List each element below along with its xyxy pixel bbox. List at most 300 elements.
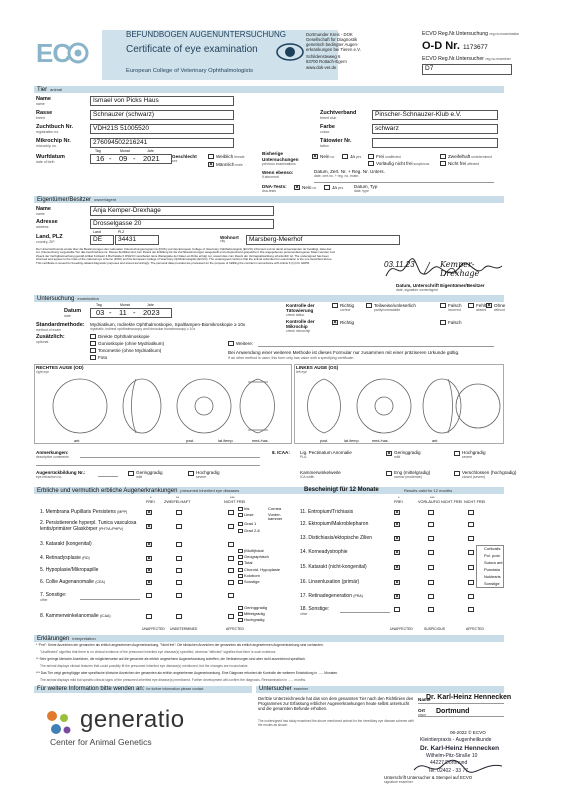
dok-line: Gesellschaft für Diagnostik bbox=[306, 37, 358, 43]
col-head-star1: * bbox=[150, 495, 152, 500]
explanation-1-en: "Unaffected" signifies that there is no clinical evidence of the presumed inherited eye disease(s) specified, whereas "affected" signifies that there is such evidence. bbox=[40, 650, 277, 654]
disease-16-prov[interactable] bbox=[428, 580, 434, 585]
cataract-opt-2: Pol. post. bbox=[484, 553, 501, 558]
suboption-checkbox[interactable] bbox=[238, 606, 243, 610]
eye-label-post-left: post. bbox=[320, 439, 329, 443]
angle-narrow-checkbox[interactable] bbox=[386, 471, 392, 476]
disease-11-notfree[interactable] bbox=[468, 510, 474, 515]
other-method-checkbox[interactable] bbox=[228, 341, 234, 346]
suboption-checkbox[interactable] bbox=[238, 618, 243, 622]
col-head-doubt: ZWEIFELHAFT bbox=[164, 500, 191, 504]
exam-date-head-year: Jahr bbox=[147, 303, 154, 307]
icaa-label: 8. ICAA: bbox=[272, 450, 290, 455]
plz-head: PLZ bbox=[118, 230, 125, 234]
disease-6-free[interactable]: × bbox=[147, 580, 151, 586]
col-head-notfree: NICHT FREI bbox=[224, 500, 246, 504]
prev-affected-checkbox[interactable] bbox=[440, 161, 446, 166]
prev-free-checkbox[interactable] bbox=[368, 154, 374, 159]
examiner-declaration-en: The undersigned has today examined the above mentioned animal for the hereditary eye disease scheme with the results as shown. bbox=[258, 719, 414, 727]
chip-check-label: Kontrolle der Mikrochip check microchip bbox=[286, 319, 315, 333]
disease-1-doubt[interactable] bbox=[176, 510, 182, 515]
club-label: Zuchtverband breed club bbox=[320, 110, 357, 121]
disease-row-13: 13. Distichiasis/ektopische Zilien bbox=[300, 535, 372, 541]
cataract-option-frame bbox=[476, 545, 504, 588]
disease-2-free[interactable]: × bbox=[147, 524, 151, 530]
disease-17-prov[interactable] bbox=[428, 594, 434, 599]
extra-label: Zusätzlich: optional bbox=[36, 334, 65, 345]
dna-label: DNA-Tests: bbox=[262, 184, 287, 189]
col-head-right-free: FREI bbox=[394, 500, 403, 504]
suboption-checkbox[interactable] bbox=[238, 561, 243, 565]
icaa-opt-1: Geringgradig bbox=[244, 605, 268, 610]
prev-doubtful-label: Zweifelhaftundetermined bbox=[448, 154, 492, 159]
retraction-mild-checkbox[interactable] bbox=[128, 471, 134, 476]
right-eye-diagram[interactable] bbox=[34, 364, 292, 444]
male-checkbox[interactable]: × bbox=[209, 162, 213, 168]
suboption-checkbox[interactable] bbox=[238, 555, 243, 559]
disease-18-notfree[interactable] bbox=[468, 607, 474, 612]
disease-14-free[interactable]: × bbox=[395, 550, 399, 556]
prev-yes-checkbox[interactable] bbox=[342, 154, 348, 159]
dok-info bbox=[306, 32, 361, 70]
name-label: Name name bbox=[36, 96, 51, 107]
header bbox=[34, 30, 520, 84]
prev-notfree-checkbox[interactable] bbox=[368, 161, 374, 166]
disease-row-15: 15. Katarakt (nicht-kongenital) bbox=[300, 564, 367, 570]
disease-8-doubt[interactable] bbox=[176, 614, 182, 619]
lab-logo-text: generatio bbox=[80, 706, 185, 733]
disease-5-doubt[interactable] bbox=[176, 568, 182, 573]
disease-18-prov[interactable] bbox=[428, 607, 434, 612]
left-eye-label: LINKES AUGE (OS) left eye bbox=[296, 365, 339, 374]
tattoo-field[interactable] bbox=[372, 138, 498, 148]
exam-date-head-month: Monat bbox=[120, 303, 130, 307]
col-head-right-notfree: NICHT FREI bbox=[464, 500, 486, 504]
owner-address-field[interactable]: Drosselgasse 20 bbox=[90, 219, 274, 229]
disease-row-3: 3. Katarakt (kongenital) bbox=[40, 541, 92, 547]
hyp-opt-3: Sonstige bbox=[244, 579, 260, 584]
footer-right-susp: SUSPICIOUS bbox=[424, 627, 445, 631]
owner-city-field[interactable]: Marsberg-Meerhof bbox=[246, 235, 400, 245]
disease-row-2: 2. Persistierende hyperpl. Tunica vasculosa lentis/primärer Glaskörper (PHTVL/PHPV) bbox=[40, 520, 137, 532]
cataract-opt-3: Sutura ant. bbox=[484, 560, 504, 565]
footer-right-free: UNAFFECTED bbox=[390, 627, 413, 631]
disease-11-prov[interactable] bbox=[428, 510, 434, 515]
chip-label: Mikrochip Nr. microchip no. bbox=[36, 138, 71, 149]
disease-row-8: 8. Kammerwinkelanomalie (ICAA) bbox=[40, 613, 111, 619]
footer-left-aff: AFFECTED bbox=[226, 627, 244, 631]
right-eye-label: RECHTES AUGE (OD) right eye bbox=[36, 365, 84, 374]
explanation-3: *** Das Tier zeigt geringfügige aber spezifische klinische Anzeichen der genannten als erblich angesehenen Augenerkrankung. Eine Diagnose erfordert die Kontrolle der weiteren Entwicklung in ...... Monaten. bbox=[36, 671, 339, 675]
dna-no-checkbox[interactable]: × bbox=[295, 185, 299, 191]
disease-4-free[interactable]: × bbox=[147, 556, 151, 562]
disease-18-free[interactable] bbox=[394, 607, 400, 612]
disease-row-6: 6. Collie Augenanomalie (CEA) bbox=[40, 579, 105, 585]
disease-13-notfree[interactable] bbox=[468, 536, 474, 541]
contact-band: Für weitere Information bitte wenden an: for further information please contact bbox=[34, 686, 252, 693]
tattoo-wrong-label: Falsch incorrect bbox=[448, 303, 462, 312]
prev-affected-label: Nicht freiaffected bbox=[448, 161, 480, 166]
chip-correct-label: Richtig bbox=[340, 320, 355, 325]
examiner-reg-label: ECVO Reg.Nr.Untersucher reg.no.examiner bbox=[422, 56, 511, 62]
breed-field[interactable]: Schnauzer (schwarz) bbox=[90, 110, 234, 120]
explanation-2: ** Sehr geringe klinische Anzeichen, die möglicherweise auf die genannte als erblich angesehene Augenerkrankung zutreffen, die Veränderungen sind aber nicht ausreichend spezifisch. bbox=[36, 657, 306, 661]
icaa-opt-2: Mittelgradig bbox=[244, 611, 265, 616]
disease-5-free[interactable]: × bbox=[147, 568, 151, 574]
stamp-line: 44227 Dortmund bbox=[430, 760, 468, 766]
rd-opt-3: Total bbox=[244, 560, 253, 565]
dok-line: erkrankungen bei Tieren e.V. bbox=[306, 47, 361, 53]
dna-type-label: Datum, Typ bbox=[354, 184, 378, 189]
pla-severe-label: Hochgradig severe bbox=[462, 450, 486, 459]
cataract-opt-5: Nuklearis bbox=[484, 574, 501, 579]
suboption-checkbox[interactable] bbox=[238, 529, 243, 533]
stamp-line: Kleintierpraxis - Augenheilkunde bbox=[420, 737, 492, 743]
owner-city-label: Wohnort bbox=[220, 235, 239, 240]
tattoo-without-label: Ohne without bbox=[494, 303, 506, 312]
disease-17-free[interactable]: × bbox=[395, 594, 399, 600]
tattoo-label: Tätowier Nr. tattoo bbox=[320, 138, 352, 149]
cataract-opt-1: Corticalis bbox=[484, 546, 501, 551]
prev-no-label: Neinno bbox=[320, 154, 335, 159]
dok-line: genetisch bedingter Augen- bbox=[306, 42, 359, 48]
disease-8-free[interactable] bbox=[146, 614, 152, 619]
owner-name-field[interactable]: Anja Kemper-Drexhage bbox=[90, 206, 274, 216]
suboption-checkbox[interactable] bbox=[238, 568, 243, 572]
owner-band: Eigentümer/Besitzer owner/agent bbox=[34, 196, 504, 203]
examiner-name-line bbox=[418, 703, 504, 704]
diseases-band: Erbliche und vermutlich erbliche Augenerkrankungen presumed inherited eye diseases Bescheinigt für 12 Monate Results valid for 12 months bbox=[34, 487, 504, 494]
gonioscopy-checkbox[interactable] bbox=[90, 341, 96, 346]
sex-label: Geschlecht bbox=[172, 154, 197, 159]
pla-mild-label: Geringgradig mild bbox=[394, 450, 421, 459]
other-disease-line bbox=[80, 599, 140, 600]
examiner-sign-sub: signature examiner bbox=[384, 780, 413, 784]
logo-text bbox=[34, 68, 37, 69]
method-note: Bei Anwendung einer weiteren Methode ist dieses Formular nur zusammen mit einer präziseren Urkunde gültig. bbox=[228, 350, 460, 355]
explanations-band: Erklärungen interpretation bbox=[34, 635, 504, 642]
owner-name-label: Name name bbox=[36, 206, 51, 217]
col-head-star3: *** bbox=[230, 495, 235, 500]
disease-7-doubt[interactable] bbox=[176, 593, 182, 598]
footer-left-free: UNAFFECTED bbox=[142, 627, 165, 631]
mpp-opt-linse: Linse bbox=[244, 512, 254, 517]
mpp-opt-vk: Vorder-kammer bbox=[268, 512, 283, 522]
disease-2-doubt[interactable] bbox=[176, 524, 182, 529]
owner-sign-sub: date, signature owner/agent bbox=[396, 288, 439, 292]
disease-4-notfree[interactable] bbox=[228, 556, 234, 561]
college-name: European College of Veterinary Ophthalmologists bbox=[126, 68, 253, 74]
disease-row-17: 17. Retinadegeneration (PRA) bbox=[300, 593, 363, 599]
cataract-opt-6: Sonstige bbox=[484, 581, 500, 586]
remarks-line bbox=[36, 465, 260, 466]
exam-date-head-day: Tag bbox=[96, 303, 102, 307]
disease-row-12: 12. Ektropium/Makroblepharon bbox=[300, 521, 369, 527]
prev-free-label: Freiunaffected bbox=[376, 154, 401, 159]
tattoo-absent-label: Fehlt absent bbox=[476, 303, 487, 312]
disease-14-prov[interactable] bbox=[428, 550, 434, 555]
dok-logo bbox=[276, 38, 304, 66]
tattoo-without-checkbox[interactable]: × bbox=[487, 303, 491, 309]
form-version: 06-2022 © ECVO bbox=[450, 730, 486, 735]
method-note-sub: If an other method is used, this form only has value with a specifying certificate. bbox=[228, 356, 355, 360]
previous-exams-label: Bisherige Untersuchungen previous examinations bbox=[262, 151, 299, 166]
dob-head-year: Jahr bbox=[147, 149, 154, 153]
disease-1-free[interactable]: × bbox=[147, 510, 151, 516]
retraction-severe-checkbox[interactable] bbox=[188, 471, 194, 476]
generatio-logo bbox=[44, 704, 244, 750]
animal-name-field[interactable]: Ismael von Picks Haus bbox=[90, 96, 234, 106]
disease-15-prov[interactable] bbox=[428, 565, 434, 570]
left-eye-diagram[interactable] bbox=[294, 364, 504, 444]
club-field[interactable]: Pinscher-Schnauzer-Klub e.V. bbox=[372, 110, 498, 120]
footer-right-aff: AFFECTED bbox=[466, 627, 484, 631]
signature-date: 03.11.23 bbox=[384, 260, 415, 269]
tattoo-correct-label: Richtig correct bbox=[340, 303, 355, 312]
tattoo-correct-checkbox[interactable] bbox=[332, 303, 338, 308]
disease-12-prov[interactable] bbox=[428, 522, 434, 527]
exam-date-field[interactable]: 03 - 11 - 2023 bbox=[90, 308, 172, 318]
stamp-line: Tel. 02402 - 33 77 bbox=[428, 768, 469, 774]
disease-row-11: 11. Entropium/Trichiasis bbox=[300, 509, 354, 515]
pla-severe-checkbox[interactable] bbox=[454, 451, 460, 456]
eye-label-lat-left: lat./temp. bbox=[344, 439, 360, 443]
disease-8-notfree[interactable] bbox=[228, 614, 234, 619]
suboption-checkbox[interactable] bbox=[238, 612, 243, 616]
method-text-sub: mydriatic, indirect ophthalmoscopy and binocular biomicroscopy ≥ 10x bbox=[90, 327, 196, 331]
place-value: Dortmund bbox=[436, 708, 470, 715]
tattoo-absent-checkbox[interactable] bbox=[468, 303, 474, 308]
examiner-band: Untersucher examiner bbox=[256, 686, 504, 693]
examiner-reg-field[interactable]: D7 bbox=[422, 64, 512, 75]
dok-line: Dortmunder Kreis - DOK bbox=[306, 32, 353, 37]
owner-country-field[interactable]: DE bbox=[90, 235, 114, 245]
chip-field[interactable]: 276094502216241 bbox=[90, 138, 234, 148]
prev-doubtful-checkbox[interactable] bbox=[440, 154, 446, 159]
dna-no-label: Neinno bbox=[302, 185, 317, 190]
title-de: BEFUNDBOGEN AUGENUNTERSUCHUNG bbox=[126, 30, 287, 39]
sex-sub: sex bbox=[172, 159, 178, 163]
suboption-checkbox[interactable] bbox=[238, 507, 243, 511]
icaa-opt-3: Hochgradig bbox=[244, 617, 265, 622]
male-label: Männlichmale bbox=[216, 162, 243, 167]
mpp-opt-cornea: Cornea bbox=[268, 506, 282, 511]
cataract-opt-4: Punctata bbox=[484, 567, 500, 572]
extra-item: Foto bbox=[98, 355, 108, 360]
reg-number: O-D Nr. 1173677 bbox=[422, 40, 488, 52]
ifyes-fields-sub: date, cert.no. + reg. no. exam. bbox=[314, 174, 360, 178]
col-head-free: FREI bbox=[146, 500, 155, 504]
owner-signature bbox=[384, 254, 504, 282]
tattoo-partial-label: Teilweise/unleserlich partly/unreadable bbox=[374, 303, 416, 312]
disease-15-free[interactable]: × bbox=[395, 565, 399, 571]
owner-address-label: Adresse address bbox=[36, 219, 58, 230]
disease-17-notfree[interactable] bbox=[468, 594, 474, 599]
title-en: Certificate of eye examination bbox=[126, 44, 258, 55]
examiner-declaration: Der/Die Unterzeichnende hat das von dem genannten Tier nach den Richtlinien des Programmes zur Erfassung erblicher Augenerkrankungen heute selbst untersucht und die genannten Befunde erhoben. bbox=[258, 696, 414, 711]
colour-label: Farbe colour bbox=[320, 124, 335, 135]
explanation-1: * "Frei": Keine Anzeichen der genannten als erblich angesehenen Augenerkrankung. "Nicht frei": Die klinischen Anzeichen der genannten als erblich angesehenen Augenerkrankung sind vorhanden. bbox=[36, 643, 324, 647]
retraction-severe-label: Hochgradig severe bbox=[196, 470, 220, 479]
disease-12-notfree[interactable] bbox=[468, 522, 474, 527]
land-head: Land bbox=[93, 230, 101, 234]
ecvo-logo bbox=[34, 32, 98, 72]
disease-12-free[interactable]: × bbox=[395, 522, 399, 528]
exam-band: Untersuchung examination bbox=[34, 295, 504, 302]
angle-closed-label: Verschlossen (hochgradig) closed (severe) bbox=[462, 470, 517, 479]
studbook-label: Zuchtbuch Nr. registration no. bbox=[36, 124, 73, 135]
dob-head-day: Tag bbox=[95, 149, 101, 153]
col-head-right-star1: * bbox=[398, 495, 400, 500]
owner-zip-field[interactable]: 34431 bbox=[115, 235, 159, 245]
disease-6-notfree[interactable] bbox=[228, 580, 234, 585]
disease-row-14: 14. Korneadystrophie bbox=[300, 549, 348, 555]
place-line bbox=[418, 716, 504, 717]
col-head-right-prov: VORLÄUFIG NICHT FREI bbox=[418, 500, 463, 504]
disease-7-free[interactable] bbox=[146, 593, 152, 598]
hyp-opt-2: Kolobom bbox=[244, 573, 260, 578]
stamp-line: Dr. Karl-Heinz Hennecken bbox=[420, 745, 500, 752]
breed-label: Rasse breed bbox=[36, 110, 53, 121]
ifyes-fields: Datum, Zert. Nr. + Reg. Nr. Unters. bbox=[314, 169, 385, 174]
extra-item: Gonioskopie (ohne Mydriatikum) bbox=[98, 341, 165, 346]
rd-opt-2: Geographisch bbox=[244, 554, 269, 559]
tonometry-checkbox[interactable] bbox=[90, 348, 96, 353]
suboption-checkbox[interactable] bbox=[238, 574, 243, 578]
owner-country-label: Land, PLZ country, ZIP bbox=[36, 234, 63, 245]
extra-item: Direkte Ophthalmoskopie bbox=[98, 334, 150, 339]
tattoo-check-label: Kontrolle der Tätowierung check tattoo bbox=[286, 303, 315, 317]
eye-label-ant: ant. bbox=[74, 439, 81, 443]
owner-city-sub: city bbox=[220, 239, 226, 243]
method-label: Standardmethode: method of exam bbox=[36, 322, 85, 333]
prev-no-checkbox[interactable]: × bbox=[313, 154, 317, 160]
extra-item: Tonometrie (ohne Mydriatikum) bbox=[98, 348, 162, 353]
col-head-right-star3: *** bbox=[430, 495, 435, 500]
disease-1-notfree[interactable] bbox=[228, 510, 234, 515]
other-method-line bbox=[258, 346, 494, 347]
dna-sub: dna-tests bbox=[262, 189, 276, 193]
angle-closed-checkbox[interactable] bbox=[454, 471, 460, 476]
disease-3-free[interactable]: × bbox=[147, 542, 151, 548]
chip-correct-checkbox[interactable]: × bbox=[333, 320, 337, 326]
disease-3-notfree[interactable] bbox=[228, 542, 234, 547]
eye-label-med: med./nas. bbox=[252, 439, 269, 443]
angle-narrow-label: Eng (mittelgradig) narrow (moderate) bbox=[394, 470, 431, 479]
suboption-checkbox[interactable] bbox=[238, 549, 243, 553]
reg-label: ECVO Reg.Nr.Untersuchung reg.no.examination bbox=[422, 31, 520, 37]
owner-sign-caption: Datum, Unterschrift Eigentümer/Besitzer bbox=[396, 283, 485, 288]
disease-14-notfree[interactable] bbox=[468, 550, 474, 555]
disease-row-16: 16. Linsenluxation (primär) bbox=[300, 579, 360, 585]
icaa-text: Lig. Pectinatum Anomalie PLA bbox=[300, 450, 352, 459]
ifyes-line bbox=[314, 182, 494, 183]
disease-15-notfree[interactable] bbox=[468, 565, 474, 570]
disease-row-5: 5. Hypoplasie/Mikropapille bbox=[40, 567, 99, 573]
disease-5-notfree[interactable] bbox=[228, 568, 234, 573]
disease-3-doubt[interactable] bbox=[176, 542, 182, 547]
remarks-label: Anmerkungen: descriptive comments bbox=[36, 450, 69, 459]
ifyes-sub: if abnormal bbox=[262, 175, 279, 179]
method-text: Mydriatikum, Indirekte Ophthalmoskopie, Spaltlampen-Biomikroskopie ≥ 10x bbox=[90, 322, 246, 327]
pla-mild-checkbox[interactable]: × bbox=[387, 451, 391, 457]
disease-13-prov[interactable] bbox=[428, 536, 434, 541]
lab-tagline: Center for Animal Genetics bbox=[50, 737, 152, 747]
disease-11-free[interactable]: × bbox=[395, 510, 399, 516]
disease-row-4: 4. Retinadysplasie (RD) bbox=[40, 555, 90, 561]
chip-wrong-label: Falsch bbox=[448, 320, 462, 325]
eye-label-post: post. bbox=[186, 439, 195, 443]
explanation-3-en: The animal displays mild but specific clinical signs of the presumed inherited eye disease(s) mentioned. Further development will confirm the diagnosis. Reexamination in ...... months. bbox=[40, 678, 307, 682]
disease-16-free[interactable]: × bbox=[395, 580, 399, 586]
exam-date-label: Datum date bbox=[64, 308, 82, 319]
dna-yes-checkbox[interactable] bbox=[324, 185, 330, 190]
dob-field[interactable]: 16 - 09 - 2021 bbox=[90, 154, 172, 164]
retraction-label: Augenrückbildung Nr.: eye retraction no. bbox=[36, 470, 86, 479]
stamp-line: Wilhelm-Pitz-Straße 10 bbox=[426, 753, 478, 759]
disease-row-18: 18. Sonstige: other bbox=[300, 606, 330, 616]
studbook-field[interactable]: VDH21S 51005520 bbox=[90, 124, 234, 134]
prev-yes-label: Jayes bbox=[350, 154, 362, 159]
suboption-checkbox[interactable] bbox=[238, 580, 243, 584]
female-checkbox[interactable] bbox=[208, 154, 214, 159]
remarks-line bbox=[80, 457, 260, 458]
disease-row-1: 1. Membrana Pupillaris Persistens (MPP) bbox=[40, 509, 128, 515]
examiner-name-label: Name bbox=[418, 697, 431, 702]
disease-2-notfree[interactable] bbox=[228, 524, 234, 529]
mpp-opt-iris: Iris bbox=[244, 506, 250, 511]
place-label: Ort place bbox=[418, 708, 427, 717]
rd-opt-1: (Multi)fokal bbox=[244, 548, 264, 553]
footer-left-undet: UNDETERMINED bbox=[170, 627, 198, 631]
eye-label-ant-left: ant. bbox=[432, 439, 439, 443]
phtvl-opt-1: Grad 1 bbox=[244, 521, 257, 526]
disease-13-free[interactable]: × bbox=[395, 536, 399, 542]
tattoo-wrong-checkbox[interactable] bbox=[440, 303, 446, 308]
female-label: Weiblichfemale bbox=[216, 154, 245, 159]
examiner-name: Dr. Karl-Heinz Hennecken bbox=[426, 694, 512, 701]
angle-label: Kammerwinkelweite ICA width bbox=[300, 470, 341, 479]
retraction-mild-label: Geringgradig mild bbox=[136, 470, 163, 479]
hyp-opt-1: Choroid. Hypoplasie bbox=[244, 567, 281, 572]
colour-field[interactable]: schwarz bbox=[372, 124, 498, 134]
tattoo-partial-checkbox[interactable] bbox=[366, 303, 372, 308]
col-head-star2: ** bbox=[176, 495, 180, 500]
direct-ophthalmoscopy-checkbox[interactable] bbox=[90, 334, 96, 339]
dob-head-month: Monat bbox=[120, 149, 130, 153]
other-disease-line-right bbox=[340, 612, 390, 613]
photo-checkbox[interactable] bbox=[90, 355, 96, 360]
dob-label: Wurfdatum date of birth bbox=[36, 154, 65, 165]
eye-label-lat: lat./temp. bbox=[218, 439, 234, 443]
suboption-checkbox[interactable] bbox=[238, 522, 243, 526]
disease-6-doubt[interactable] bbox=[176, 580, 182, 585]
chip-wrong-checkbox[interactable] bbox=[440, 320, 446, 325]
ifyes-label: Wenn ebenso: bbox=[262, 170, 294, 175]
disease-7-notfree[interactable] bbox=[228, 593, 234, 598]
dok-line: www.dok-vet.de bbox=[306, 64, 337, 70]
dok-line: Schildenstwweg 6 bbox=[306, 54, 341, 60]
disease-4-doubt[interactable] bbox=[176, 556, 182, 561]
disease-row-7: 7. Sonstige: other bbox=[40, 592, 67, 602]
suboption-checkbox[interactable] bbox=[238, 513, 243, 517]
dna-yes-label: Jayes bbox=[332, 185, 344, 190]
disease-16-notfree[interactable] bbox=[468, 580, 474, 585]
examiner-sign-caption: Unterschrift Untersucher & Stempel auf ECVO bbox=[384, 775, 473, 780]
phtvl-opt-2: Grad 2-6 bbox=[244, 528, 260, 533]
retraction-line bbox=[98, 476, 118, 477]
consent-text: Der Unterzeichnende wurde über die Bestimmungen des nationalen Untersuchungsprogramms (DOK) und des European College of Veterinary Ophthalmologists (ECVO) informiert und ist damit einverstanden. Er bestätigt, dass das zur Untersuchung vorgestellte Tier das beschriebene ist. Dieses Zertifikat wird zum Zweck der Erfüllung für die Zuchtbestimmungen ausgestellt und entsprechend gespeichert. Die angegebenen personenbezogenen Daten werden zum Zweck der Verfügbarmachung gemäß Artikel 6 Absatz 1 Buchstabe b DSGVO verarbeitet. Eine Weitergabe der Daten an Dritte erfolgt nur, soweit dies zum Zweck der Vertragsabwicklung erforderlich ist. The undersigned has been informed and agrees to the rules of the national eye scheme (DOK) and the European College of Veterinary Ophthalmologists (ECVO). The undersigned confirms that the animal submitted for examination is the one described above. This certificate is issued for breeding-related diagnostic purposes and stored accordingly. The personal data provided are processed for the purpose of fulfilling the contract in accordance with Article 6 (1) lit b GDPR. bbox=[36, 248, 336, 265]
